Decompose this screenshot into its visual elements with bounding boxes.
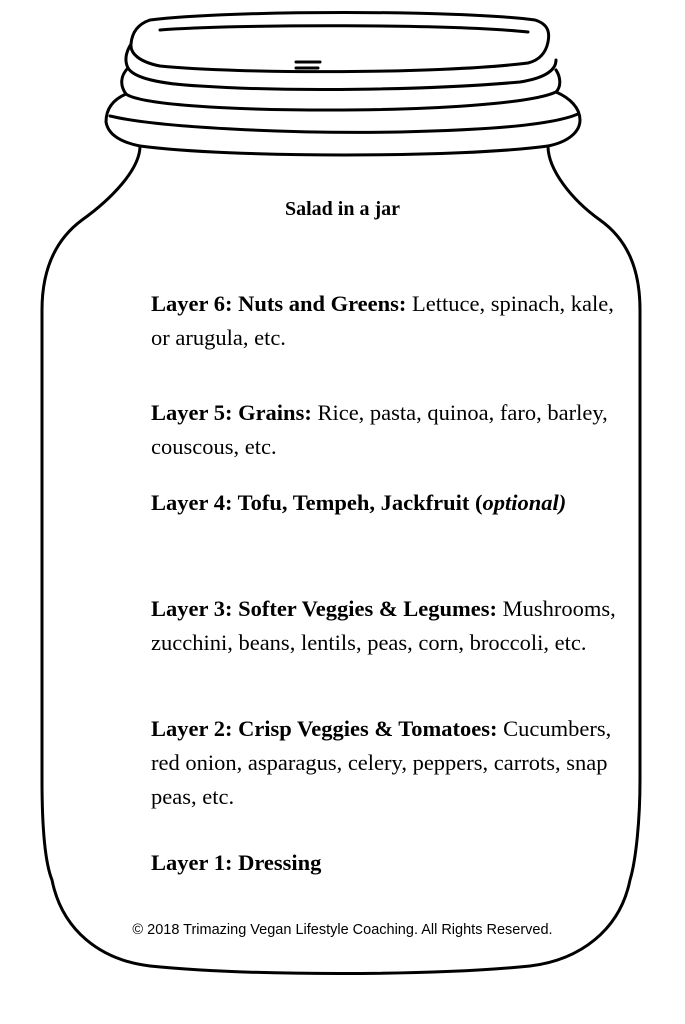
layer-3-item <box>151 592 621 660</box>
layer-4-optional: optional) <box>482 490 567 515</box>
layer-5-item <box>151 396 621 464</box>
layer-6-text: Lettuce, spinach, kale, or arugula, etc. <box>151 291 614 350</box>
layer-6-label: Layer 6: Nuts and Greens: <box>151 291 407 316</box>
layer-3-text: Mushrooms, zucchini, beans, lentils, peas, corn, broccoli, etc. <box>151 596 616 655</box>
jar-lid <box>106 13 580 156</box>
layer-6-item <box>151 287 621 355</box>
layer-2-item <box>151 712 621 814</box>
layer-4-item <box>151 486 621 520</box>
layer-5-text: Rice, pasta, quinoa, faro, barley, couscous, etc. <box>151 400 608 459</box>
layer-1-label: Layer 1: Dressing <box>151 850 322 875</box>
page-title: Salad in a jar <box>284 198 401 220</box>
layer-4-label: Layer 4: Tofu, Tempeh, Jackfruit ( <box>151 490 483 515</box>
layer-5-label: Layer 5: Grains: <box>151 400 312 425</box>
layer-2-label: Layer 2: Crisp Veggies & Tomatoes: <box>151 716 498 741</box>
layer-2-text: Cucumbers, red onion, asparagus, celery, peppers, carrots, snap peas, etc. <box>151 716 612 809</box>
copyright-notice: © 2018 Trimazing Vegan Lifestyle Coaching. All Rights Reserved. <box>132 922 553 938</box>
layer-3-label: Layer 3: Softer Veggies & Legumes: <box>151 596 497 621</box>
layer-1-item <box>151 846 621 880</box>
